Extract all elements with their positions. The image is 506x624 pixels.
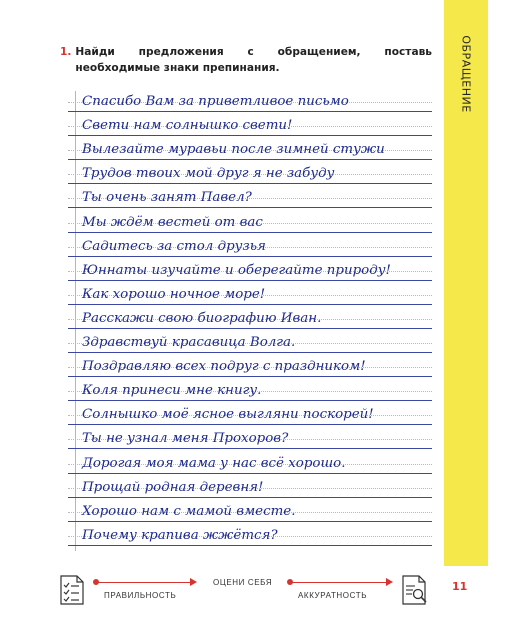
handwritten-sentence: Поздравляю всех подруг с праздником! bbox=[82, 359, 366, 375]
scale-line-left bbox=[98, 582, 190, 583]
sentence-row bbox=[68, 424, 432, 449]
page-number: 11 bbox=[452, 580, 468, 593]
handwritten-sentence: Прощай родная деревня! bbox=[82, 479, 264, 495]
self-assessment-footer bbox=[0, 566, 506, 624]
checklist-icon bbox=[58, 574, 86, 606]
sentence-row bbox=[68, 304, 432, 329]
topic-label: ОБРАЩЕНИЕ bbox=[459, 35, 473, 113]
sentence-row bbox=[68, 400, 432, 425]
handwritten-sentence: Ты не узнал меня Прохоров? bbox=[82, 431, 289, 447]
scale-arrow-right bbox=[386, 578, 393, 586]
scale-arrow-left bbox=[190, 578, 197, 586]
handwritten-sentence: Коля принеси мне книгу. bbox=[82, 383, 262, 399]
sentence-row bbox=[68, 352, 432, 377]
handwritten-sentence: Хорошо нам с мамой вместе. bbox=[82, 503, 296, 519]
handwritten-sentence: Почему крапива жжётся? bbox=[82, 527, 278, 543]
sentence-row bbox=[68, 159, 432, 184]
sentence-row bbox=[68, 521, 432, 546]
sentence-row bbox=[68, 497, 432, 522]
sentence-row bbox=[68, 87, 432, 112]
task-text: Найди предложения с обращением, поставь необходимые знаки препинания. bbox=[75, 46, 432, 74]
sentence-row bbox=[68, 280, 432, 305]
handwritten-sentence: Здравствуй красавица Волга. bbox=[82, 335, 296, 350]
neatness-label: АККУРАТНОСТЬ bbox=[298, 591, 368, 600]
sentence-row bbox=[68, 376, 432, 401]
sentence-row bbox=[68, 135, 432, 160]
handwritten-sentence: Мы ждём вестей от вас bbox=[82, 214, 263, 230]
correctness-label: ПРАВИЛЬНОСТЬ bbox=[104, 591, 177, 600]
handwritten-sentence: Как хорошо ночное море! bbox=[82, 286, 266, 302]
handwritten-sentence: Спасибо Вам за приветливое письмо bbox=[82, 94, 349, 109]
handwritten-sentence: Солнышко моё ясное выгляни поскорей! bbox=[82, 407, 374, 423]
document-magnifier-icon bbox=[401, 574, 429, 606]
handwritten-sentence: Садитесь за стол друзья bbox=[82, 238, 266, 254]
sentence-row bbox=[68, 473, 432, 498]
handwritten-sentence: Вылезайте муравьи после зимней стужи bbox=[82, 142, 385, 158]
sentence-row bbox=[68, 183, 432, 208]
sentence-row bbox=[68, 256, 432, 281]
sentence-row bbox=[68, 328, 432, 353]
base-line bbox=[68, 545, 432, 546]
handwritten-sentence: Свети нам солнышко свети! bbox=[82, 118, 293, 134]
self-assess-label: ОЦЕНИ СЕБЯ bbox=[213, 578, 273, 587]
sentence-row bbox=[68, 449, 432, 474]
handwritten-sentence: Трудов твоих мой друг я не забуду bbox=[82, 166, 335, 182]
sentence-row bbox=[68, 232, 432, 257]
handwritten-sentence: Дорогая моя мама у нас всё хорошо. bbox=[82, 455, 346, 471]
sentence-row bbox=[68, 208, 432, 233]
handwritten-sentence: Расскажи свою биографию Иван. bbox=[82, 310, 322, 326]
scale-line-right bbox=[292, 582, 386, 583]
handwritten-sentence: Юннаты изучайте и оберегайте природу! bbox=[82, 262, 391, 278]
task-number: 1. bbox=[60, 46, 72, 58]
handwritten-sentence: Ты очень занят Павел? bbox=[82, 190, 252, 206]
sentence-row bbox=[68, 111, 432, 136]
